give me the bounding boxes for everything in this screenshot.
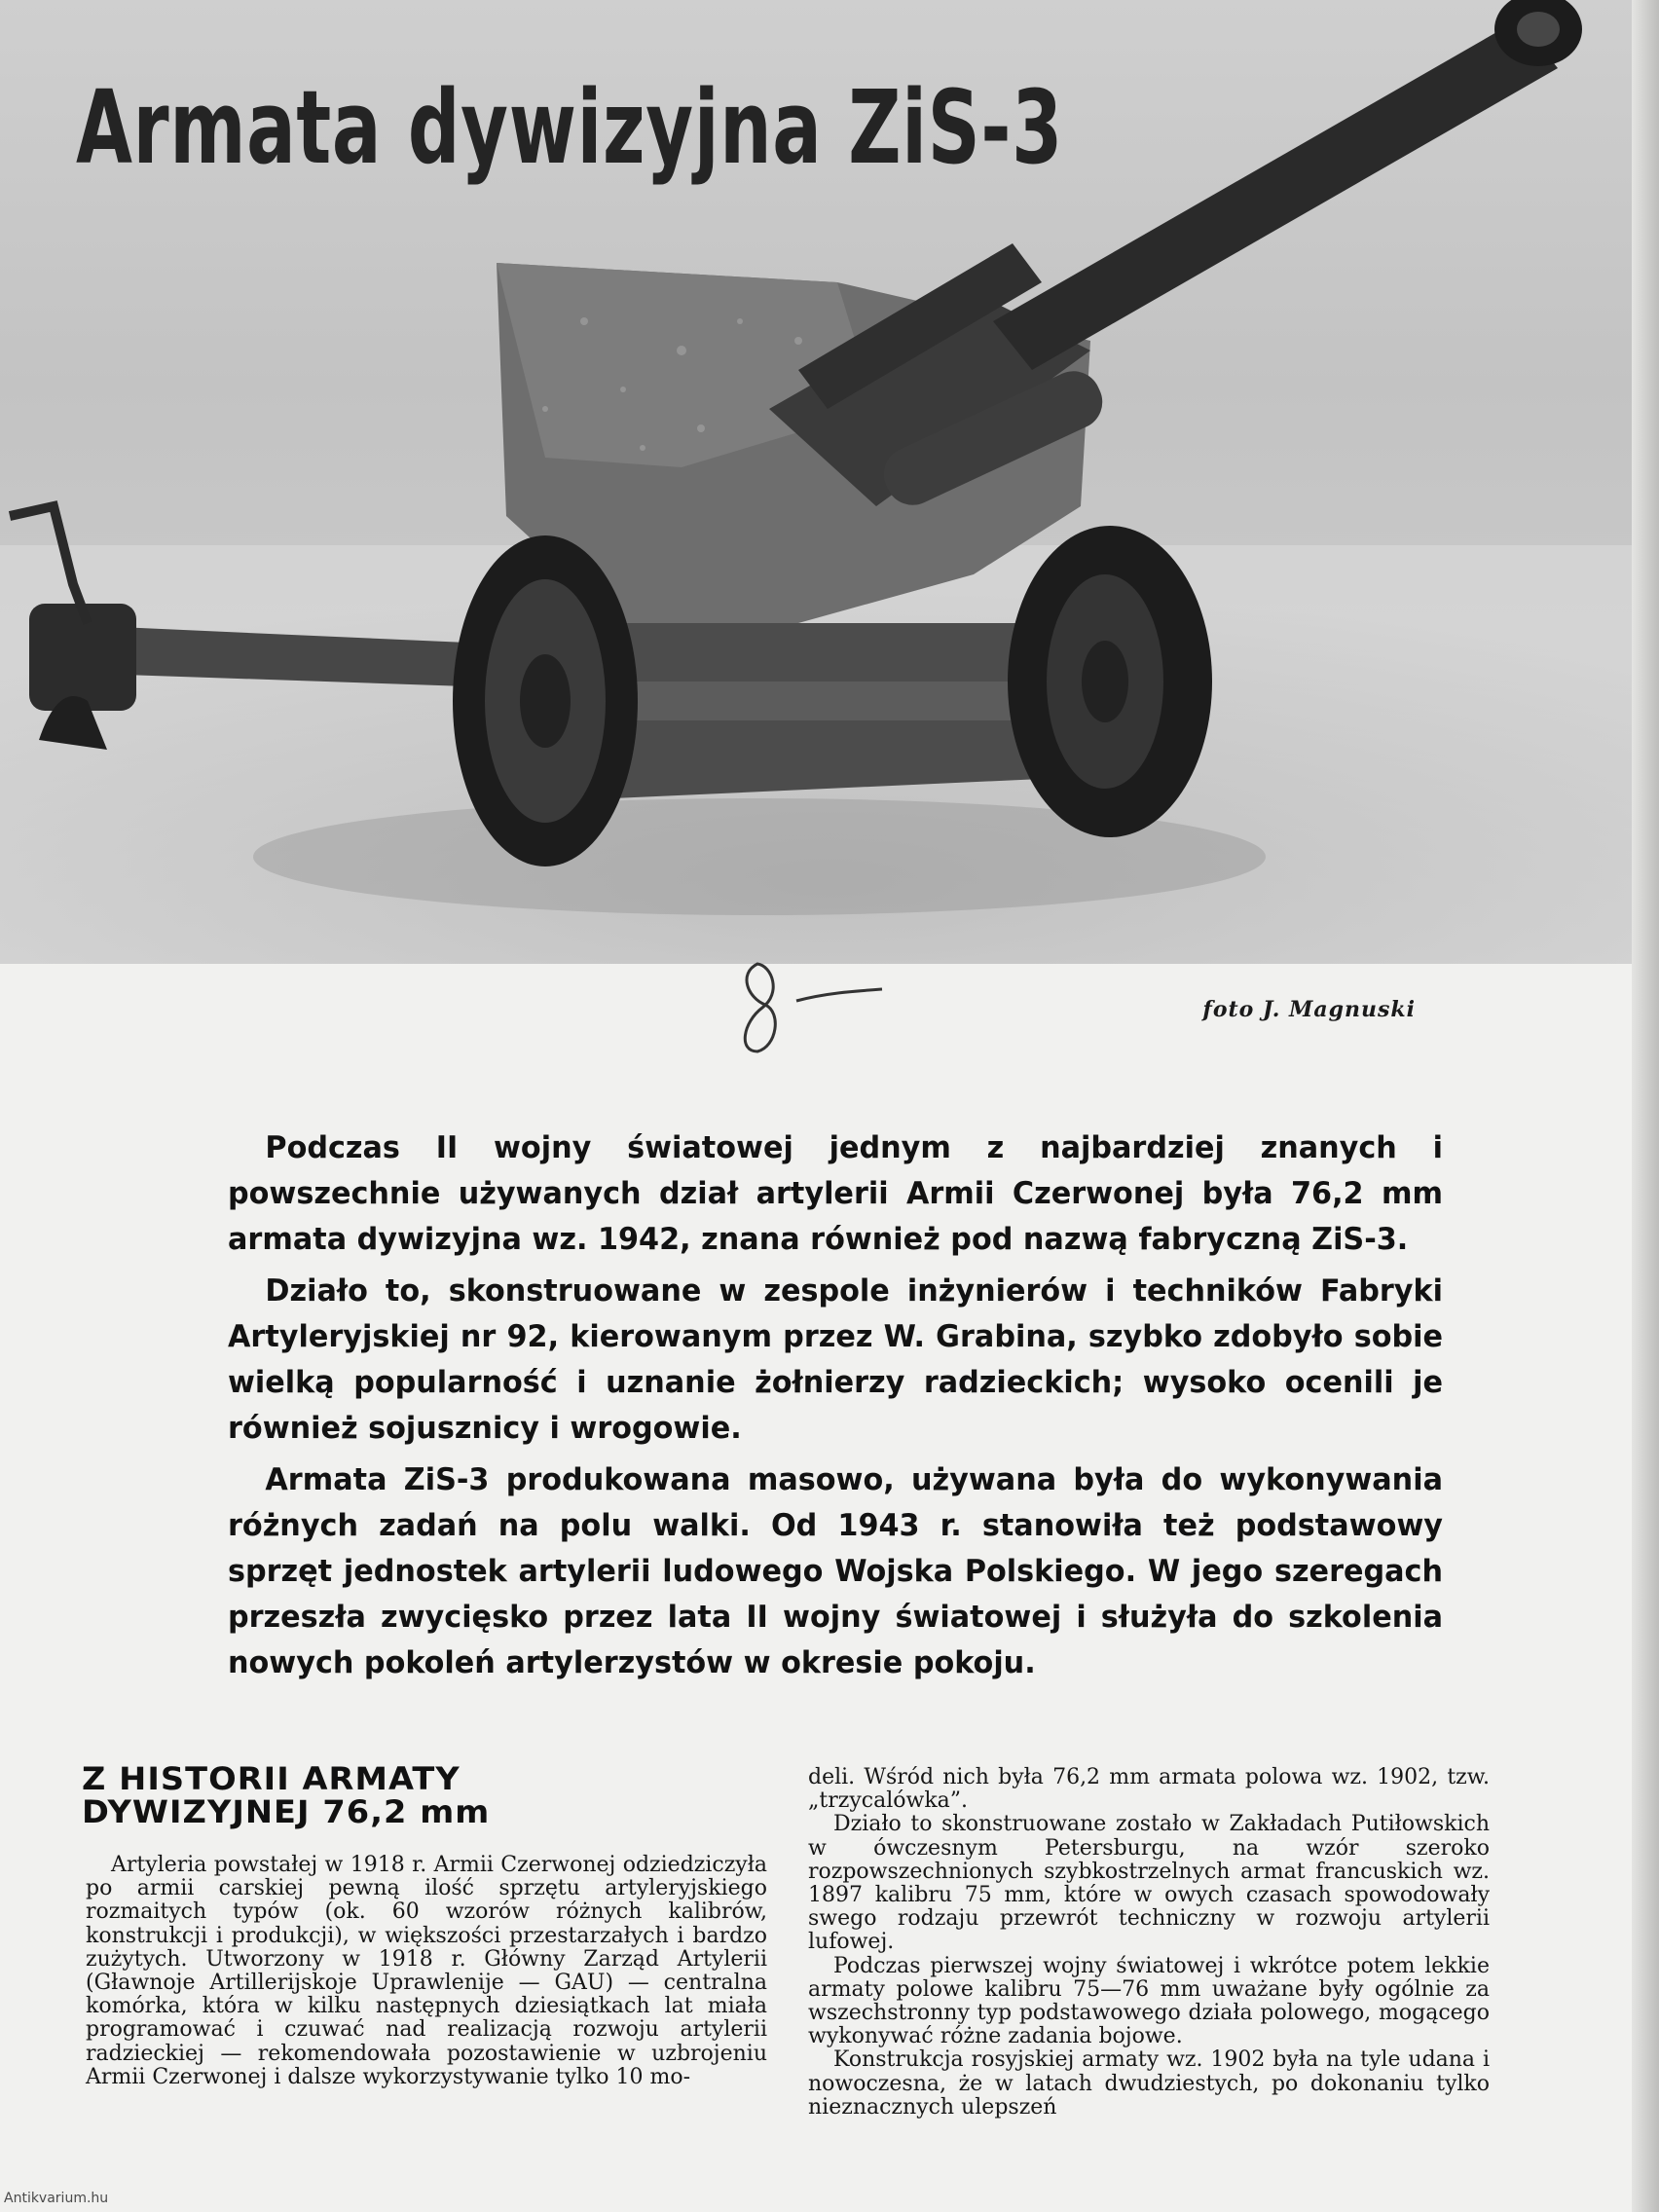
intro-paragraph: Armata ZiS-3 produkowana masowo, używana była do wykonywania różnych zadań na polu walki. Od 1943 r. stanowiła też podstawowy sprzęt jednostek artylerii ludowego Wojska Polskiego. W jego szeregach przeszła zwycięsko przez lata II wojny światowej i służyła do szkolenia nowych pokoleń artylerzystów w okresie pokoju. bbox=[228, 1462, 1443, 1680]
handwritten-mark bbox=[728, 954, 884, 1061]
body-paragraph: Działo to skonstruowane zostało w Zakładach Putiłowskich w ówczesnym Petersburgu, na wzór szeroko rozpowszechnionych szybkostrzelnych armat francuskich wz. 1897 kalibru 75 mm, które w owych czasach spowodowały swego rodzaju przewrót techniczny w rozwoju artylerii lufowej. bbox=[808, 1812, 1490, 1955]
right-column bbox=[808, 1766, 1490, 2120]
body-paragraph: deli. Wśród nich była 76,2 mm armata polowa wz. 1902, tzw. „trzycalówka”. bbox=[808, 1765, 1490, 1814]
section-heading-line: Z HISTORII ARMATY bbox=[82, 1760, 461, 1797]
section-heading bbox=[82, 1762, 490, 1828]
page-title: Armata dywizyjna ZiS-3 bbox=[76, 68, 1063, 187]
intro-paragraph: Działo to, skonstruowane w zespole inżynierów i techników Fabryki Artyleryjskiej nr 92, kierowanym przez W. Grabina, szybko zdobyło sobie wielką popularność i uznanie żołnierzy radzieckich; wysoko ocenili je również sojusznicy i wrogowie. bbox=[228, 1273, 1443, 1446]
left-column bbox=[86, 1854, 767, 2089]
section-heading-line: DYWIZYJNEJ 76,2 mm bbox=[82, 1793, 491, 1830]
watermark: Antikvarium.hu bbox=[4, 2191, 109, 2206]
intro-text bbox=[228, 1125, 1443, 1692]
intro-paragraph: Podczas II wojny światowej jednym z najbardziej znanych i powszechnie używanych dział artylerii Armii Czerwonej była 76,2 mm armata dywizyjna wz. 1942, znana również pod nazwą fabryczną ZiS-3. bbox=[228, 1130, 1443, 1257]
body-paragraph: Konstrukcja rosyjskiej armaty wz. 1902 była na tyle udana i nowoczesna, że w latach dwudziestych, po dokonaniu tylko nieznacznych ulepszeń bbox=[808, 2047, 1490, 2120]
body-paragraph: Artyleria powstałej w 1918 r. Armii Czerwonej odziedziczyła po armii carskiej pewną ilość sprzętu artyleryjskiego rozmaitych typów (ok. 60 wzorów różnych kalibrów, konstrukcji i produkcji), w większości przestarzałych i bardzo zużytych. Utworzony w 1918 r. Główny Zarząd Artylerii (Gławnoje Artillerijskoje Uprawlenije — GAU) — centralna komórka, która w kilku następnych dziesiątkach lat miała programować i czuwać nad realizacją rozwoju artylerii radzieckiej — rekomendowała pozostawienie w uzbrojeniu Armii Czerwonej i dalsze wykorzystywanie tylko 10 mo- bbox=[86, 1853, 767, 2089]
page-edge bbox=[1632, 0, 1659, 2212]
photo-credit: foto J. Magnuski bbox=[1202, 997, 1416, 1022]
cannon-photo bbox=[0, 0, 1659, 964]
body-paragraph: Podczas pierwszej wojny światowej i wkrótce potem lekkie armaty polowe kalibru 75—76 mm uważane były ogólnie za wszechstronny typ podstawowego działa polowego, mogącego wykonywać różne zadania bojowe. bbox=[808, 1953, 1490, 2049]
